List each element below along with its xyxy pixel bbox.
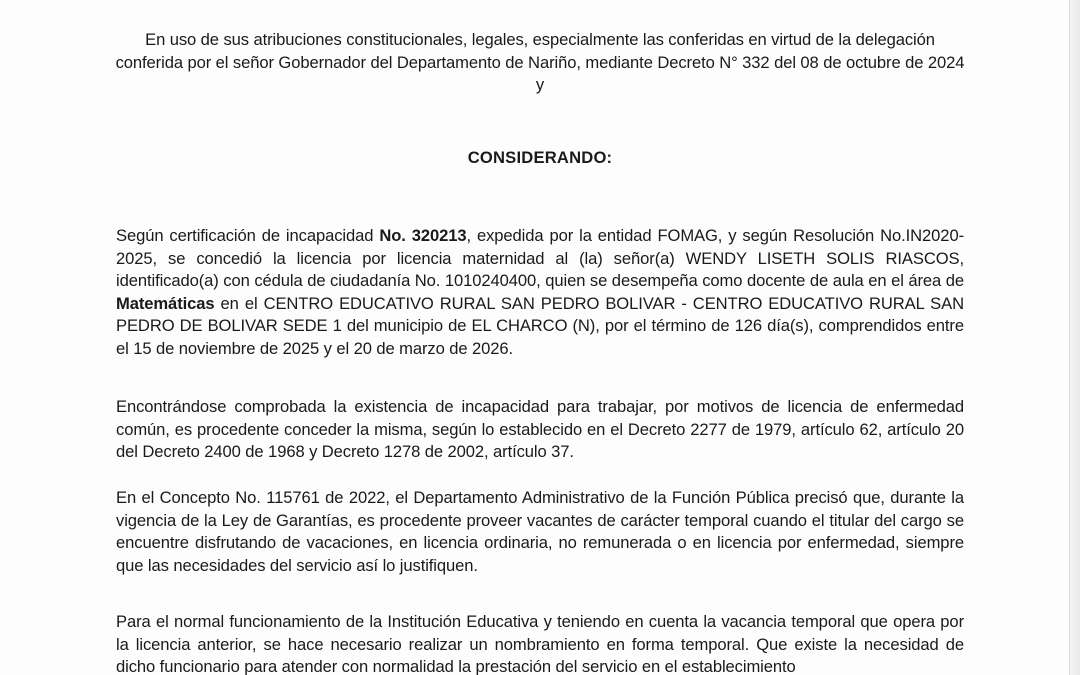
intro-paragraph: En uso de sus atribuciones constitucionales, legales, especialmente las conferidas en virtud de la delegación conferida por el señor Gobernador del Departamento de Nariño, mediante Decreto N° 332 del 08 de octubre de 2024 y [115,30,965,95]
paragraph-certification-text-2: , expedida por la entidad FOMAG, y según Resolución No.IN2020-2025, se concedió la licencia por licencia maternidad al (la) señor(a) WENDY LISETH SOLIS RIASCOS, identificado(a) con cédula de ciudadanía No. 1010240400, quien se desempeña como docente de aula en el área de [116,226,964,291]
paragraph-concept: En el Concepto No. 115761 de 2022, el Departamento Administrativo de la Función Pública precisó que, durante la vigencia de la Ley de Garantías, es procedente proveer vacantes de carácter temporal cuando el titular del cargo se encuentre disfrutando de vacaciones, en licencia ordinaria, no remunerada o en licencia por enfermedad, siempre que las necesidades del servicio así lo justifiquen. [116,488,964,575]
paragraph-certification [116,225,964,361]
paragraph-certification-text-3: en el CENTRO EDUCATIVO RURAL SAN PEDRO BOLIVAR - CENTRO EDUCATIVO RURAL SAN PEDRO DE BOLIVAR SEDE 1 del municipio de EL CHARCO (N), por el término de 126 día(s), comprendidos entre el 15 de noviembre de 2025 y el 20 de marzo de 2026. [116,293,964,358]
paragraph-certification-text-1: Según certificación de incapacidad [116,226,380,245]
paragraph-incapacity: Encontrándose comprobada la existencia de incapacidad para trabajar, por motivos de licencia de enfermedad común, es procedente conceder la misma, según lo establecido en el Decreto 2277 de 1979, artículo 62, artículo 20 del Decreto 2400 de 1968 y Decreto 1278 de 2002, artículo 37. [116,397,964,462]
considerando-heading: CONSIDERANDO: [467,148,613,167]
subject-area: Matemáticas [116,293,215,313]
paragraph-functioning: Para el normal funcionamiento de la Institución Educativa y teniendo en cuenta la vacancia temporal que opera por la licencia anterior, se hace necesario realizar un nombramiento en forma temporal. Que existe la necesidad de dicho funcionario para atender con normalidad la prestación del servicio en el establecimiento [116,612,964,675]
certificate-number: No. 320213 [379,226,467,245]
page-edge [1069,0,1080,675]
